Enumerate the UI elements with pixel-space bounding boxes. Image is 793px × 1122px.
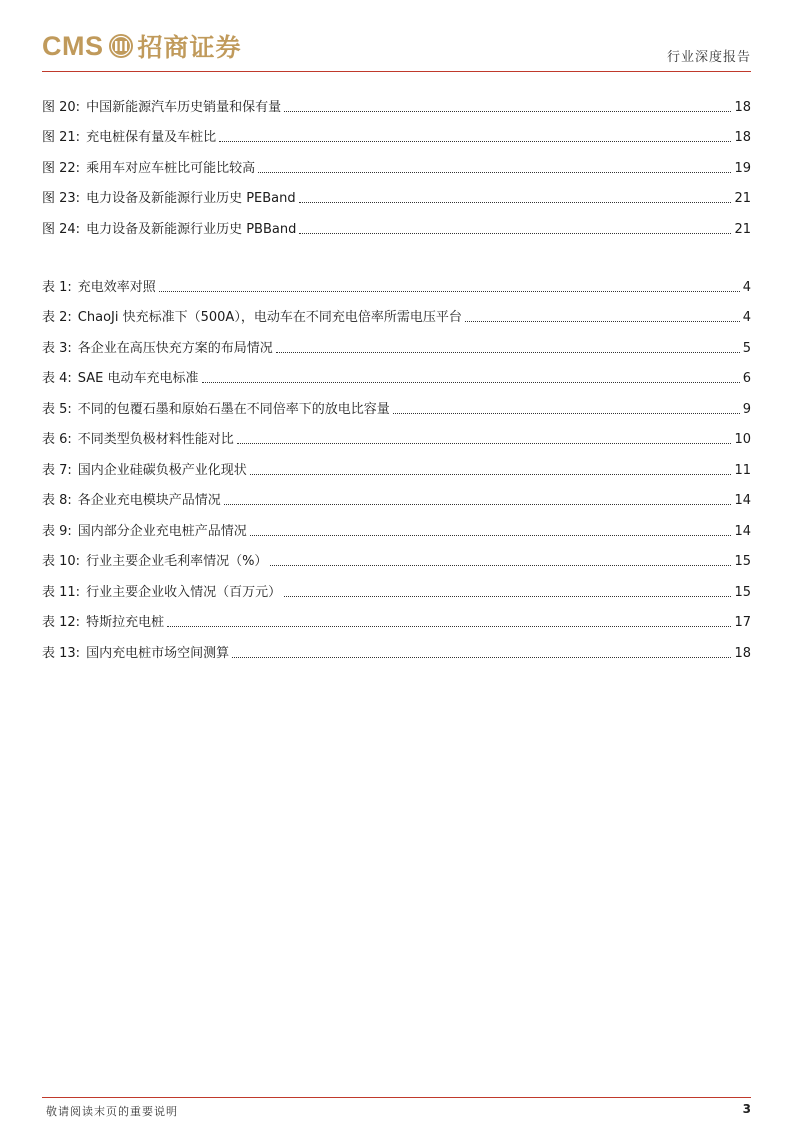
figure-toc-entry[interactable] (42, 117, 751, 148)
toc-entry-label: 表 3: (42, 340, 72, 356)
toc-entry-label: 表 10: (42, 554, 81, 569)
dot-leader (202, 382, 740, 383)
dot-leader (232, 657, 731, 658)
toc-entry-label: 表 2: (42, 310, 72, 325)
toc-entry-page: 11 (734, 462, 751, 478)
table-toc-entry[interactable] (42, 541, 751, 572)
toc-entry-title: SAE 电动车充电标准 (77, 371, 199, 386)
toc-entry-title: 国内部分企业充电桩产品情况 (77, 523, 247, 539)
toc-entry-label: 表 1: (42, 279, 72, 295)
table-toc-entry[interactable] (42, 571, 751, 602)
toc-entry-label: 表 6: (42, 432, 72, 447)
toc-entry-page: 18 (734, 645, 751, 661)
figure-list (42, 86, 751, 239)
toc-entry-page: 5 (742, 340, 751, 356)
toc-entry-label: 表 5: (42, 401, 72, 417)
table-toc-entry[interactable] (42, 388, 751, 419)
toc-entry-page: 17 (734, 615, 751, 630)
toc-entry-label: 表 7: (42, 462, 72, 478)
dot-leader (284, 111, 731, 112)
toc-entry-title: ChaoJi 快充标准下（500A），电动车在不同充电倍率所需电压平台 (77, 310, 462, 325)
toc-entry-page: 6 (742, 371, 751, 386)
dot-leader (284, 596, 731, 597)
toc-entry-title: 各企业充电模块产品情况 (77, 493, 221, 508)
table-toc-entry[interactable] (42, 510, 751, 541)
toc-entry-page: 21 (734, 191, 751, 206)
toc-entry-page: 10 (734, 432, 751, 447)
logo-latin-text: CMS (42, 30, 104, 61)
toc-entry-title: 充电效率对照 (77, 279, 156, 295)
toc-entry-title: 行业主要企业收入情况（百万元） (86, 584, 282, 600)
dot-leader (270, 565, 731, 566)
toc-entry-title: 充电桩保有量及车桩比 (86, 130, 217, 145)
toc-entry-page: 18 (734, 130, 751, 145)
table-toc-entry[interactable] (42, 358, 751, 389)
toc-entry-page: 14 (734, 523, 751, 539)
footer-divider (42, 1097, 751, 1098)
toc-entry-label: 图 21: (42, 130, 81, 145)
toc-entry-label: 图 20: (42, 99, 81, 115)
table-list (42, 266, 751, 663)
toc-entry-page: 4 (742, 310, 751, 325)
dot-leader (393, 413, 740, 414)
toc-entry-title: 特斯拉充电桩 (86, 615, 165, 630)
dot-leader (276, 352, 740, 353)
toc-entry-label: 表 8: (42, 493, 72, 508)
toc-entry-title: 电力设备及新能源行业历史 PBBand (86, 221, 297, 237)
toc-entry-label: 表 4: (42, 371, 72, 386)
dot-leader (250, 535, 732, 536)
table-toc-entry[interactable] (42, 297, 751, 328)
footer-disclaimer-note: 敬请阅读末页的重要说明 (46, 1105, 178, 1118)
table-toc-entry[interactable] (42, 480, 751, 511)
toc-entry-page: 14 (734, 493, 751, 508)
toc-entry-title: 各企业在高压快充方案的布局情况 (77, 340, 273, 356)
toc-entry-title: 不同的包覆石墨和原始石墨在不同倍率下的放电比容量 (77, 401, 390, 417)
toc-entry-label: 图 22: (42, 160, 81, 176)
table-toc-entry[interactable] (42, 449, 751, 480)
toc-entry-label: 表 9: (42, 523, 72, 539)
toc-entry-page: 4 (742, 279, 751, 295)
toc-entry-page: 21 (734, 221, 751, 237)
dot-leader (159, 291, 740, 292)
dot-leader (224, 504, 732, 505)
toc-entry-page: 15 (734, 584, 751, 600)
table-toc-entry[interactable] (42, 602, 751, 633)
table-toc-entry[interactable] (42, 632, 751, 663)
dot-leader (299, 202, 732, 203)
dot-leader (258, 172, 731, 173)
logo-emblem-icon (108, 33, 134, 59)
dot-leader (465, 321, 740, 322)
dot-leader (167, 626, 731, 627)
page-header (42, 28, 751, 72)
toc-entry-title: 中国新能源汽车历史销量和保有量 (86, 99, 282, 115)
figure-toc-entry[interactable] (42, 147, 751, 178)
toc-entry-title: 国内充电桩市场空间测算 (86, 645, 230, 661)
dot-leader (299, 233, 731, 234)
figure-toc-entry[interactable] (42, 178, 751, 209)
table-toc-entry[interactable] (42, 327, 751, 358)
toc-entry-title: 不同类型负极材料性能对比 (77, 432, 234, 447)
toc-entry-label: 表 11: (42, 584, 81, 600)
company-logo (42, 28, 242, 64)
toc-entry-label: 表 13: (42, 645, 81, 661)
dot-leader (219, 141, 731, 142)
toc-entry-label: 图 24: (42, 221, 81, 237)
page-number: 3 (742, 1102, 751, 1116)
toc-entry-title: 乘用车对应车桩比可能比较高 (86, 160, 256, 176)
figure-toc-entry[interactable] (42, 208, 751, 239)
table-toc-entry[interactable] (42, 419, 751, 450)
toc-entry-page: 9 (742, 401, 751, 417)
header-divider (42, 71, 751, 72)
dot-leader (250, 474, 732, 475)
toc-entry-title: 行业主要企业毛利率情况（%） (86, 554, 268, 569)
toc-entry-title: 电力设备及新能源行业历史 PEBand (86, 191, 296, 206)
figure-toc-entry[interactable] (42, 86, 751, 117)
table-toc-entry[interactable] (42, 266, 751, 297)
toc-entry-page: 15 (734, 554, 751, 569)
dot-leader (237, 443, 732, 444)
toc-entry-page: 18 (734, 99, 751, 115)
toc-entry-label: 表 12: (42, 615, 81, 630)
logo-chinese-text: 招商证券 (137, 35, 242, 62)
report-type-label: 行业深度报告 (666, 50, 751, 65)
toc-entry-label: 图 23: (42, 191, 81, 206)
toc-entry-page: 19 (734, 160, 751, 176)
toc-entry-title: 国内企业硅碳负极产业化现状 (77, 462, 247, 478)
